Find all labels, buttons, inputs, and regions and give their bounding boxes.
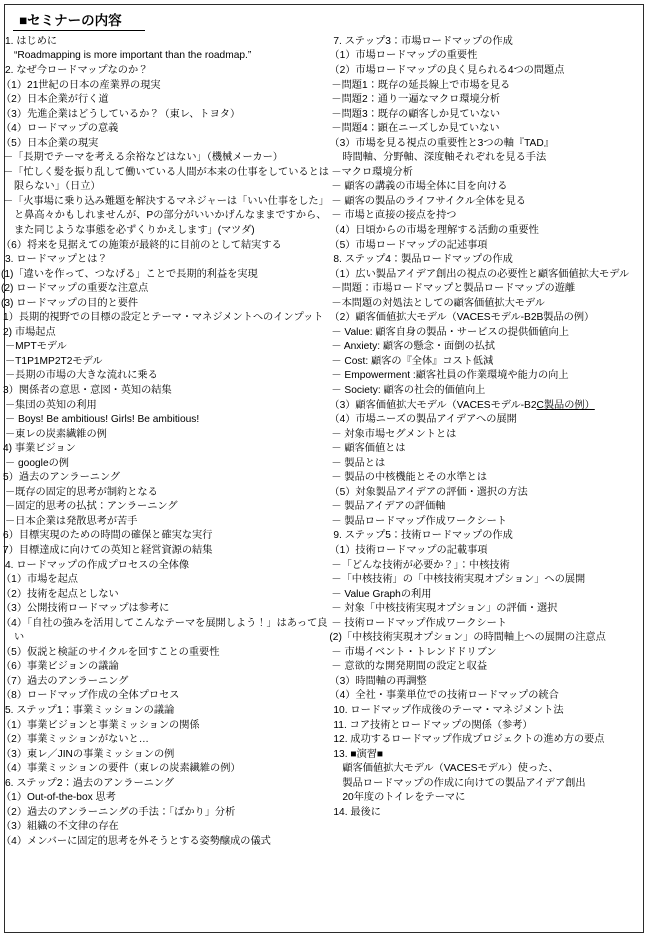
outline-item: （3）市場を見る視点の重要性と3つの軸『TAD』 [329,137,554,149]
outline-item: （4）ロードマップの意義 [1,123,119,135]
outline-item: (1)「違いを作って、つなげる」ことで長期的利益を実現 [1,268,258,280]
outline-item: （5）市場ロードマップの記述事項 [329,239,488,251]
outline-item: 時間軸、分野軸、深度軸それぞれを見る手法 [342,152,547,164]
outline-item: －問題1：既存の延長線上で市場を見る [331,79,511,91]
outline-item: 5. ステップ1：事業ミッションの議論 [5,705,175,717]
outline-item: － Value Graphの利用 [331,588,432,600]
left-column [1,35,334,850]
outline-item: （3）顧客価値拡大モデル（VACESモデル‐B2C製品の例） [329,399,595,411]
outline-item: 12. 成功するロードマップ作成プロジェクトの進め方の要点 [333,734,605,746]
outline-item: － Value: 顧客自身の製品・サービスの提供価値向上 [331,326,569,338]
outline-item: － 対象「中核技術実現オプション」の評価・選択 [331,603,558,615]
outline-item: －問題：市場ロードマップと製品ロードマップの遊離 [331,283,576,295]
outline-item: － 製品とは [331,457,386,469]
right-outline-list [329,35,637,821]
outline-item: － 市場イベント・トレンドドリブン [331,646,497,658]
outline-item: －MPTモデル [5,341,67,353]
right-column [329,35,637,821]
outline-item: （1）広い製品アイデア創出の視点の必要性と顧客価値拡大モデル [329,268,630,280]
outline-item: － Society: 顧客の社会的価値向上 [331,385,486,396]
outline-item: （4）市場ニーズの製品アイデアへの展開 [329,414,517,426]
outline-item: － 対象市場セグメントとは [331,428,457,440]
outline-item: －問題2：通り一遍なマクロ環境分析 [331,94,501,106]
outline-item: －「忙しく髪を振り乱して働いている人間が本来の仕事をしているとは限らない」（日立） [3,166,329,193]
outline-item: （1）21世紀の日本の産業界の現実 [1,79,161,91]
outline-item: （2）事業ミッションがないと… [1,734,149,746]
outline-item: － 製品アイデアの評価軸 [331,501,446,513]
outline-item: － 顧客価値とは [331,443,406,455]
outline-item: － 顧客の製品のライフサイクル全体を見る [331,195,526,207]
outline-item: 6）目標実現のための時間の確保と確実な実行 [3,530,213,542]
outline-item: （1）技術ロードマップの記載事項 [329,545,488,557]
outline-item: 顧客価値拡大モデル（VACESモデル）使った、 [342,763,559,775]
outline-item: 14. 最後に [333,806,381,818]
document-page [1,4,644,933]
outline-item: －T1P1MP2T2モデル [5,355,103,367]
outline-item: 10. ロードマップ作成後のテーマ・マネジメント法 [333,705,564,717]
outline-item: （4）「自社の強みを活用してこんなテーマを展開しよう！」はあって良い [1,617,328,644]
outline-item: （6）将来を見据えての施策が最終的に目前のとして結実する [1,239,282,251]
outline-item: 2) 市場起点 [3,326,56,338]
outline-item: －「中核技術」の「中核技術実現オプション」への展開 [331,574,586,586]
outline-item: － 顧客の講義の市場全体に目を向ける [331,181,508,193]
outline-item: （4）事業ミッションの要件（東レの炭素繊維の例） [1,763,241,775]
outline-item: 製品ロードマップの作成に向けての製品アイデア創出 [342,777,586,789]
outline-item: （3）時間軸の再調整 [329,675,427,687]
outline-item: 3. ロードマップとは？ [5,254,108,266]
outline-item: － Cost: 顧客の『全体』コスト低減 [331,355,494,367]
outline-item: （3）先進企業はどうしているか？（東レ、トヨタ） [1,108,241,120]
outline-item: － Boys! Be ambitious! Girls! Be ambitious! [5,414,200,426]
outline-item: （8）ロードマップ作成の全体プロセス [1,690,180,702]
outline-item: （7）過去のアンラーニング [1,675,129,687]
outline-item: －「長期でテーマを考える余裕などはない」（機械メーカー） [3,152,283,164]
outline-item: （5）仮説と検証のサイクルを回すことの重要性 [1,646,220,658]
outline-item: 4. ロードマップの作成プロセスの全体像 [5,559,190,571]
outline-item: 8. ステップ4：製品ロードマップの作成 [333,254,513,266]
outline-item: 11. コア技術とロードマップの関係（参考） [333,719,533,731]
outline-item: (2)「中核技術実現オプション」の時間軸上への展開の注意点 [329,632,606,644]
outline-item: （3）東レ／JINの事業ミッションの例 [1,748,175,760]
outline-item: －問題4：顕在ニーズしか見ていない [331,123,500,135]
outline-item: 20年度のトイレをテーマに [342,792,466,804]
outline-item: （5）日本企業の現実 [1,137,99,149]
outline-item: （5）対象製品アイデアの評価・選択の方法 [329,486,528,498]
outline-item: （4）全社・事業単位での技術ロードマップの統合 [329,690,559,702]
outline-item: （1）市場ロードマップの重要性 [329,50,478,62]
title-underline [13,30,145,31]
outline-item: － 製品の中核機能とその水準とは [331,472,488,484]
outline-item: － Empowerment :顧客社員の作業環境や能力の向上 [331,370,569,382]
outline-item: －固定的思考の払拭：アンラーニング [5,501,178,513]
outline-item: （4）日頃からの市場を理解する活動の重要性 [329,224,539,236]
outline-item: 3）関係者の意思・意図・英知の結集 [3,385,172,396]
outline-item: －「火事場に乗り込み難題を解決するマネジャーは「いい仕事をした」と鼻高々かもしれませんが、Pの部分がいいかげんなままですから、また同じような事態を必ずくりかえします」(マツダ) [3,195,329,236]
outline-item: － 技術ロードマップ作成ワークシート [331,617,507,629]
outline-item: （2）技術を起点としない [1,588,119,600]
outline-item: 6. ステップ2：過去のアンラーニング [5,777,174,789]
outline-item: － googleの例 [5,457,69,469]
outline-item: －集団の英知の利用 [5,399,97,411]
outline-item: －問題3：既存の顧客しか見ていない [331,108,501,120]
outline-item: 4) 事業ビジョン [3,443,76,455]
underlined-text: C製品の例） [536,399,595,411]
outline-item: －「どんな技術が必要か？」：中核技術 [331,559,510,571]
outline-item: －東レの炭素繊維の例 [5,428,107,440]
outline-item: （1）事業ビジョンと事業ミッションの関係 [1,719,200,731]
page-title: ■セミナーの内容 [19,13,122,28]
outline-item: （2）市場ロードマップの良く見られる4つの問題点 [329,64,565,76]
outline-item: － 意欲的な開発期間の設定と収益 [331,661,488,673]
outline-item: －マクロ環境分析 [331,166,413,178]
outline-item: －本問題の対処法としての顧客価値拡大モデル [331,297,545,309]
outline-item: （3）公開技術ロードマップは参考に [1,603,170,615]
outline-item: 7）目標達成に向けての英知と経営資源の結集 [3,545,213,557]
outline-item: 5）過去のアンラーニング [3,472,121,484]
outline-item: －長期の市場の大きな流れに乗る [5,370,158,382]
left-outline-list [1,35,334,850]
outline-item: 7. ステップ3：市場ロードマップの作成 [333,35,513,47]
outline-item: （6）事業ビジョンの議論 [1,661,119,673]
outline-item: （2）日本企業が行く道 [1,94,109,106]
outline-item: （1）市場を起点 [1,574,78,586]
outline-item: －既存の固定的思考が制約となる [5,486,158,498]
outline-item: (2) ロードマップの重要な注意点 [1,283,149,295]
outline-item: 1. はじめに [5,35,58,47]
outline-item: “Roadmapping is more important than the roadmap.” [14,50,252,62]
outline-item: （1）Out-of-the-box 思考 [1,792,116,804]
two-column-layout [1,35,637,850]
page-content [1,5,643,932]
outline-item: （3）組織の不文律の存在 [1,821,119,833]
outline-item: 13. ■演習■ [333,748,384,760]
outline-item: － 市場と直接の接点を持つ [331,210,457,222]
outline-item: （4）メンバーに固定的思考を外そうとする姿勢醸成の儀式 [1,835,271,847]
outline-item: (3) ロードマップの目的と要件 [1,297,139,309]
outline-item: （2）過去のアンラーニングの手法：「ばかり」分析 [1,806,236,818]
outline-item: －日本企業は発散思考が苦手 [5,515,138,527]
outline-item: （2）顧客価値拡大モデル（VACESモデル‐B2B製品の例） [329,312,595,324]
outline-item: 2. なぜ今ロードマップなのか？ [5,64,149,76]
outline-item: － Anxiety: 顧客の懸念・面倒の払拭 [331,341,495,353]
outline-item: － 製品ロードマップ作成ワークシート [331,515,507,527]
outline-item: 9. ステップ5：技術ロードマップの作成 [333,530,513,542]
outline-item: 1）長期的視野での目標の設定とテーマ・マネジメントへのインプット [3,312,324,324]
